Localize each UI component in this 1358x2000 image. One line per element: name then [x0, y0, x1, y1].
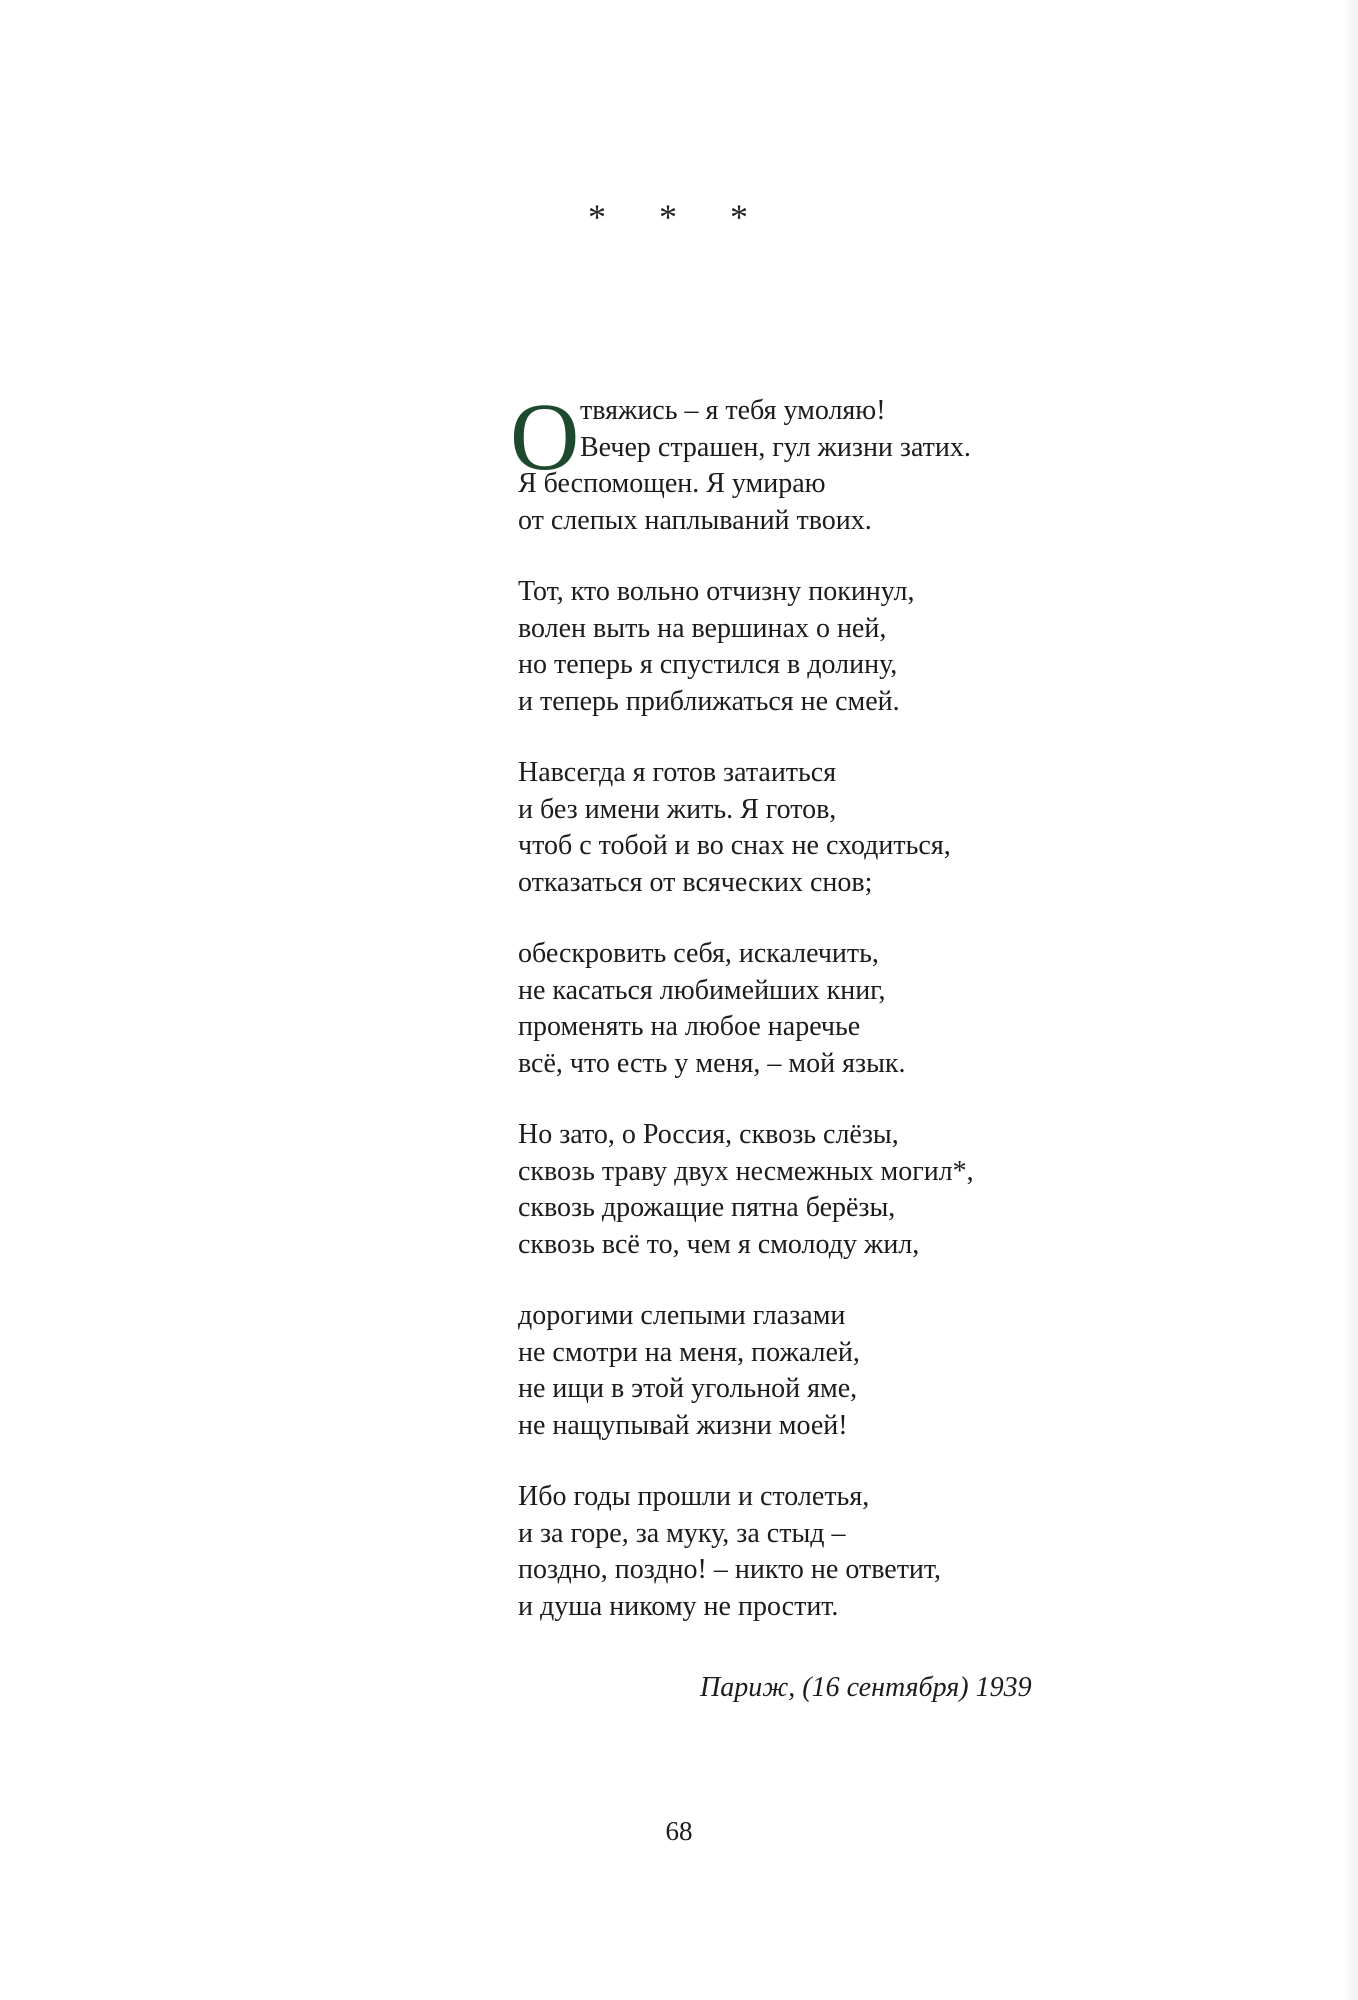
poem-line: волен выть на вершинах о ней, [518, 612, 887, 644]
poem-line: и теперь приближаться не смей. [518, 685, 900, 717]
poem-line: обескровить себя, искалечить, [518, 938, 879, 969]
poem-line: сквозь всё то, чем я смолоду жил, [518, 1228, 920, 1260]
poem-line: не касаться любимейших книг, [518, 974, 886, 1006]
page-number: 68 [665, 1816, 693, 1846]
stanza-7 [518, 1479, 1078, 1625]
page-edge-shadow [1344, 0, 1358, 2000]
drop-cap: О [510, 383, 580, 490]
poem-line: Ибо годы прошли и столетья, [518, 1481, 870, 1512]
poem-line: и без имени жить. Я готов, [518, 793, 837, 825]
stanza-5 [518, 1117, 1078, 1263]
poem-line: Я беспомощен. Я умираю [518, 468, 826, 499]
poem-line: твяжись – я тебя умоляю! [580, 395, 886, 426]
poem-line: но теперь я спустился в долину, [518, 649, 898, 680]
poem-line: дорогими слепыми глазами [518, 1300, 846, 1331]
stanza-2 [518, 574, 1078, 720]
poem-line: не смотри на меня, пожалей, [518, 1336, 860, 1368]
stanza-3 [518, 755, 1078, 901]
poem-line: не ищи в этой угольной яме, [518, 1373, 858, 1404]
poem-line: сквозь траву двух несмежных могил*, [518, 1155, 974, 1187]
poem-line: и за горе, за муку, за стыд – [518, 1517, 846, 1549]
poem-line: и душа никому не простит. [518, 1590, 839, 1622]
stanza-6 [518, 1298, 1078, 1444]
poem-line: не нащупывай жизни моей! [518, 1409, 848, 1441]
poem-line: Но зато, о Россия, сквозь слёзы, [518, 1119, 899, 1150]
poem-line: Вечер страшен, гул жизни затих. [580, 431, 971, 463]
poem-line: поздно, поздно! – никто не ответит, [518, 1554, 942, 1585]
poem-line: всё, что есть у меня, – мой язык. [518, 1047, 906, 1079]
poem-line: чтоб с тобой и во снах не сходиться, [518, 830, 951, 861]
stanza-1 [510, 383, 1078, 539]
poem-signature: Париж, (16 сентября) 1939 [700, 1672, 1032, 1703]
poem-line: от слепых наплываний твоих. [518, 504, 872, 536]
poem-line: променять на любое наречье [518, 1011, 861, 1042]
poem [510, 383, 1078, 1660]
section-separator: * * * [588, 197, 770, 237]
poem-line: Тот, кто вольно отчизну покинул, [518, 576, 915, 607]
stanza-4 [518, 936, 1078, 1082]
poem-line: сквозь дрожащие пятна берёзы, [518, 1192, 896, 1223]
poem-line: отказаться от всяческих снов; [518, 866, 873, 898]
poem-line: Навсегда я готов затаиться [518, 757, 837, 788]
